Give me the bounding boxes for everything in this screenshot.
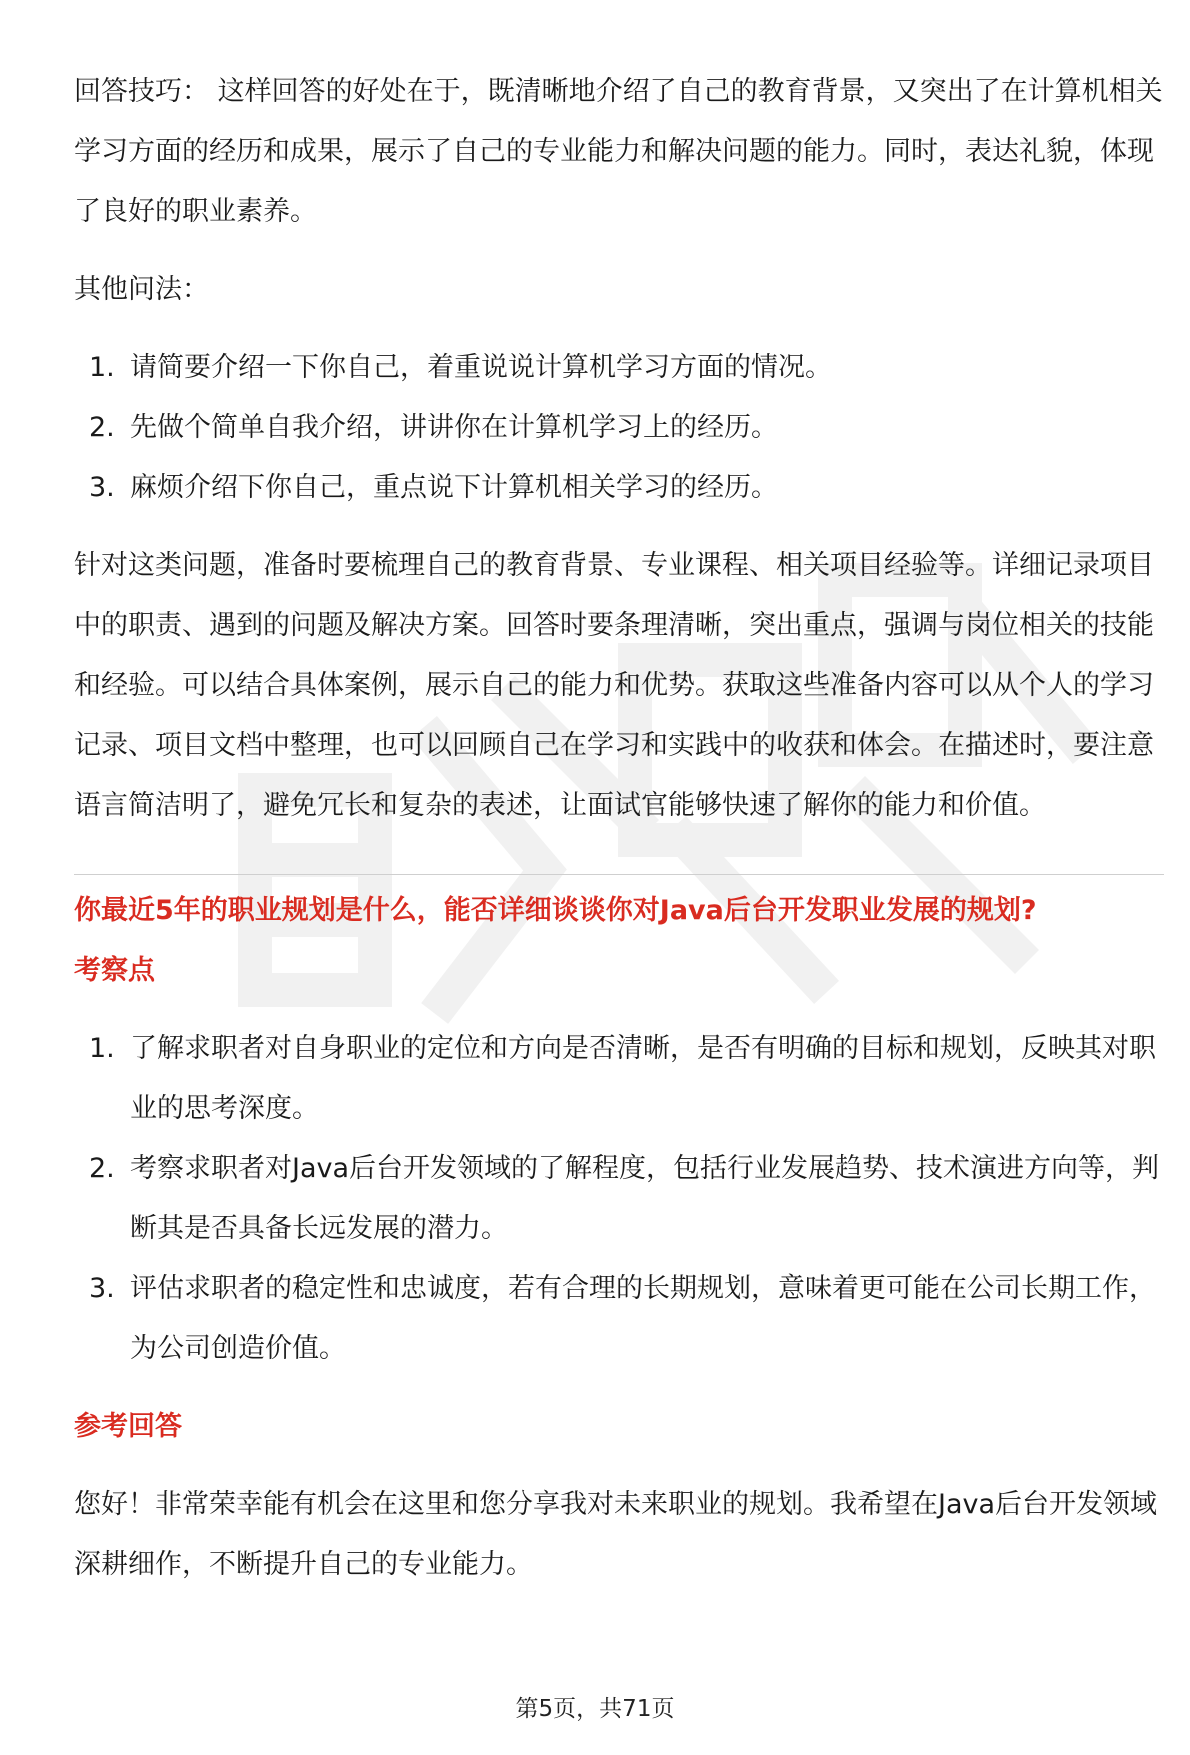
list-item: 1. 了解求职者对自身职业的定位和方向是否清晰，是否有明确的目标和规划，反映其对职业的思考深度。 <box>89 1033 1156 1124</box>
focus-points-list <box>74 1019 1164 1379</box>
list-item: 2. 考察求职者对Java后台开发领域的了解程度，包括行业发展趋势、技术演进方向等，判断其是否具备长远发展的潜力。 <box>89 1153 1160 1244</box>
other-questions-label: 其他问法： <box>74 274 209 305</box>
reference-answer-paragraph: 您好！非常荣幸能有机会在这里和您分享我对未来职业的规划。我希望在Java后台开发领域深耕细作，不断提升自己的专业能力。 <box>74 1489 1158 1580</box>
other-questions-list <box>74 338 1164 518</box>
answer-tip-paragraph: 回答技巧： 这样回答的好处在于，既清晰地介绍了自己的教育背景，又突出了在计算机相关学习方面的经历和成果，展示了自己的专业能力和解决问题的能力。同时，表达礼貌，体现了良好的职业素养。 <box>74 76 1163 227</box>
reference-answer-heading: 参考回答 <box>74 1411 182 1442</box>
question-title: 你最近5年的职业规划是什么，能否详细谈谈你对Java后台开发职业发展的规划? <box>74 895 1037 926</box>
preparation-advice-paragraph: 针对这类问题，准备时要梳理自己的教育背景、专业课程、相关项目经验等。详细记录项目中的职责、遇到的问题及解决方案。回答时要条理清晰，突出重点，强调与岗位相关的技能和经验。可以结合具体案例，展示自己的能力和优势。获取这些准备内容可以从个人的学习记录、项目文档中整理，也可以回顾自己在学习和实践中的收获和体会。在描述时，要注意语言简洁明了，避免冗长和复杂的表述，让面试官能够快速了解你的能力和价值。 <box>74 550 1154 821</box>
list-item: 2. 先做个简单自我介绍，讲讲你在计算机学习上的经历。 <box>89 412 778 443</box>
document-body <box>74 62 1164 1595</box>
page-number: 第5页，共71页 <box>515 1696 675 1722</box>
list-item: 1. 请简要介绍一下你自己，着重说说计算机学习方面的情况。 <box>89 352 832 383</box>
list-item: 3. 麻烦介绍下你自己，重点说下计算机相关学习的经历。 <box>89 472 778 503</box>
list-item: 3. 评估求职者的稳定性和忠诚度，若有合理的长期规划，意味着更可能在公司长期工作，为公司创造价值。 <box>89 1273 1156 1364</box>
focus-points-heading: 考察点 <box>74 955 155 986</box>
